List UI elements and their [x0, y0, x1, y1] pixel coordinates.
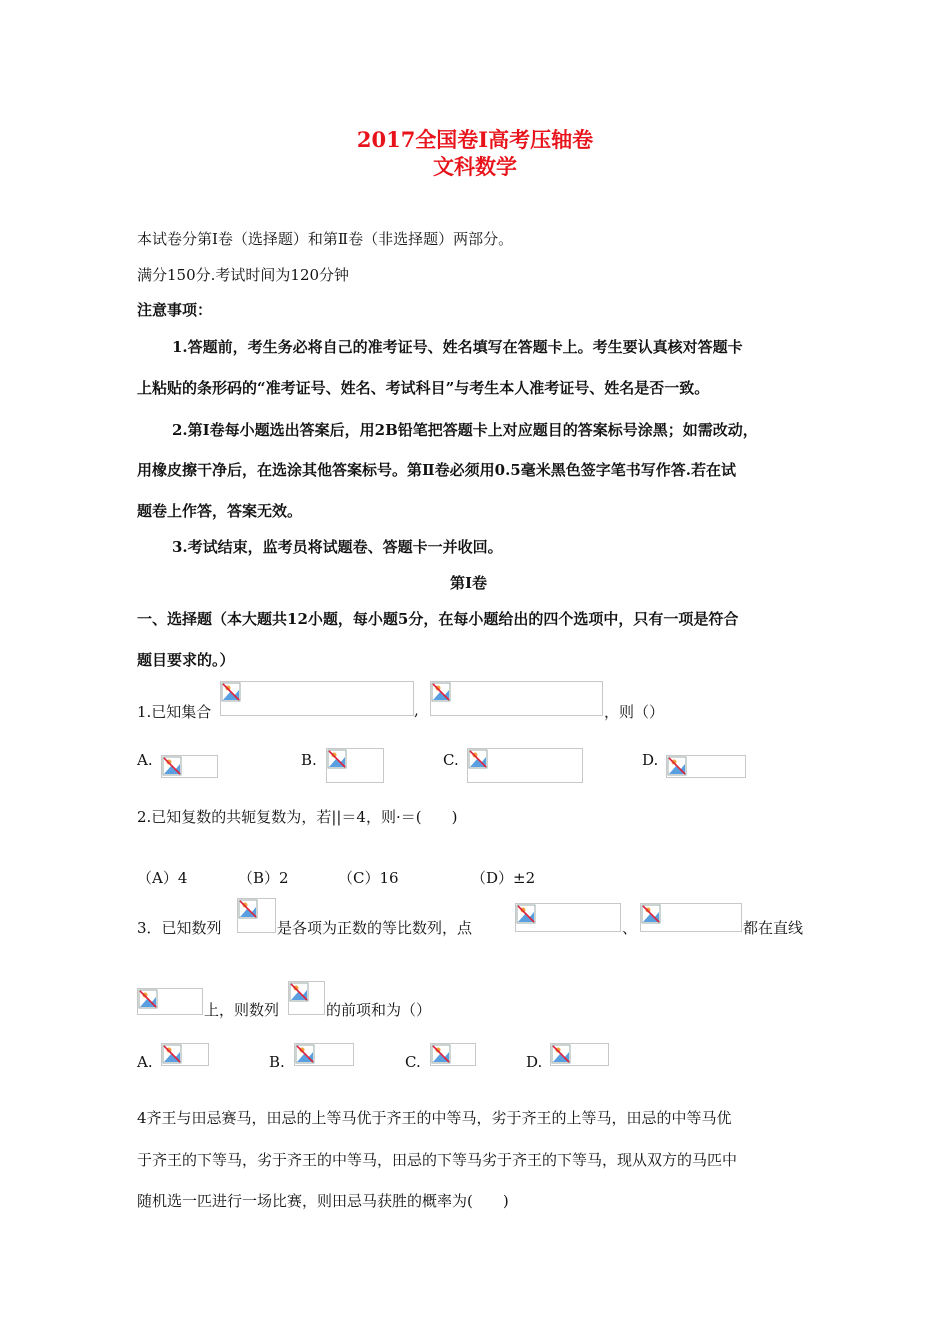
part-heading: 第Ⅰ卷	[450, 574, 488, 592]
q3-mid-1: 是各项为正数的等比数列，点	[277, 919, 473, 937]
broken-image-icon	[220, 681, 414, 716]
broken-image-icon	[430, 1043, 476, 1066]
broken-image-icon	[137, 988, 203, 1015]
broken-image-icon	[161, 755, 218, 778]
q3-line2-a: 上，则数列	[204, 1001, 280, 1019]
broken-image-icon	[467, 748, 583, 783]
section-heading-b: 题目要求的。）	[137, 651, 235, 669]
q3-option-b-label: B.	[269, 1053, 285, 1071]
notice-item-1b: 上粘贴的条形码的“准考证号、姓名、考试科目”与考生本人准考证号、姓名是否一致。	[137, 379, 710, 397]
q3-separator: 、	[622, 919, 638, 937]
q3-mid-2: 都在直线	[743, 919, 804, 937]
broken-image-icon	[640, 903, 742, 932]
q3-option-d-label: D.	[526, 1053, 543, 1071]
q1-suffix: ，则（）	[604, 703, 665, 721]
q2-option-a: （A）4	[137, 869, 188, 887]
broken-image-icon	[515, 903, 621, 932]
q1-option-d-label: D.	[642, 751, 659, 769]
q3-line2-b: 的前项和为（）	[326, 1001, 432, 1019]
notice-item-2a: 2.第Ⅰ卷每小题选出答案后，用2B铅笔把答题卡上对应题目的答案标号涂黑；如需改动，	[172, 421, 758, 439]
broken-image-icon	[237, 898, 276, 933]
q1-option-a-label: A.	[137, 751, 153, 769]
notice-heading: 注意事项：	[137, 301, 213, 319]
intro-line-1: 本试卷分第Ⅰ卷（选择题）和第Ⅱ卷（非选择题）两部分。	[137, 230, 514, 248]
notice-item-1a: 1.答题前，考生务必将自己的准考证号、姓名填写在答题卡上。考生要认真核对答题卡	[172, 338, 743, 356]
q2-option-d: （D）±2	[471, 869, 536, 887]
notice-item-2c: 题卷上作答，答案无效。	[137, 502, 303, 520]
q2-option-c: （C）16	[338, 869, 399, 887]
q3-prefix: 3．已知数列	[137, 919, 222, 937]
broken-image-icon	[666, 755, 746, 778]
broken-image-icon	[550, 1043, 609, 1066]
q1-option-c-label: C.	[443, 751, 459, 769]
q1-comma: ,	[414, 701, 419, 719]
intro-line-2: 满分150分.考试时间为120分钟	[137, 266, 350, 284]
notice-item-3: 3.考试结束，监考员将试题卷、答题卡一并收回。	[172, 538, 503, 556]
broken-image-icon	[294, 1043, 354, 1066]
q2-text: 2.已知复数的共轭复数为，若||＝4，则·＝( )	[137, 808, 458, 826]
q4-line-1: 4齐王与田忌赛马，田忌的上等马优于齐王的中等马，劣于齐王的上等马，田忌的中等马优	[137, 1109, 732, 1127]
q4-line-3: 随机选一匹进行一场比赛，则田忌马获胜的概率为( )	[137, 1192, 509, 1210]
broken-image-icon	[326, 748, 384, 783]
broken-image-icon	[161, 1043, 209, 1066]
broken-image-icon	[430, 681, 603, 716]
broken-image-icon	[288, 981, 325, 1015]
document-subtitle: 文科数学	[433, 154, 517, 179]
notice-item-2b: 用橡皮擦干净后，在选涂其他答案标号。第Ⅱ卷必须用0.5毫米黑色签字笔书写作答.若在试	[137, 461, 736, 479]
q1-option-b-label: B.	[301, 751, 317, 769]
q3-option-c-label: C.	[405, 1053, 421, 1071]
q2-option-b: （B）2	[238, 869, 289, 887]
q4-line-2: 于齐王的下等马，劣于齐王的中等马，田忌的下等马劣于齐王的下等马，现从双方的马匹中	[137, 1151, 738, 1169]
document-title: 2017全国卷Ⅰ高考压轴卷	[356, 127, 594, 152]
q3-option-a-label: A.	[137, 1053, 153, 1071]
section-heading-a: 一、选择题（本大题共12小题，每小题5分，在每小题给出的四个选项中，只有一项是符合	[137, 610, 739, 628]
q1-prefix: 1.已知集合	[137, 703, 212, 721]
